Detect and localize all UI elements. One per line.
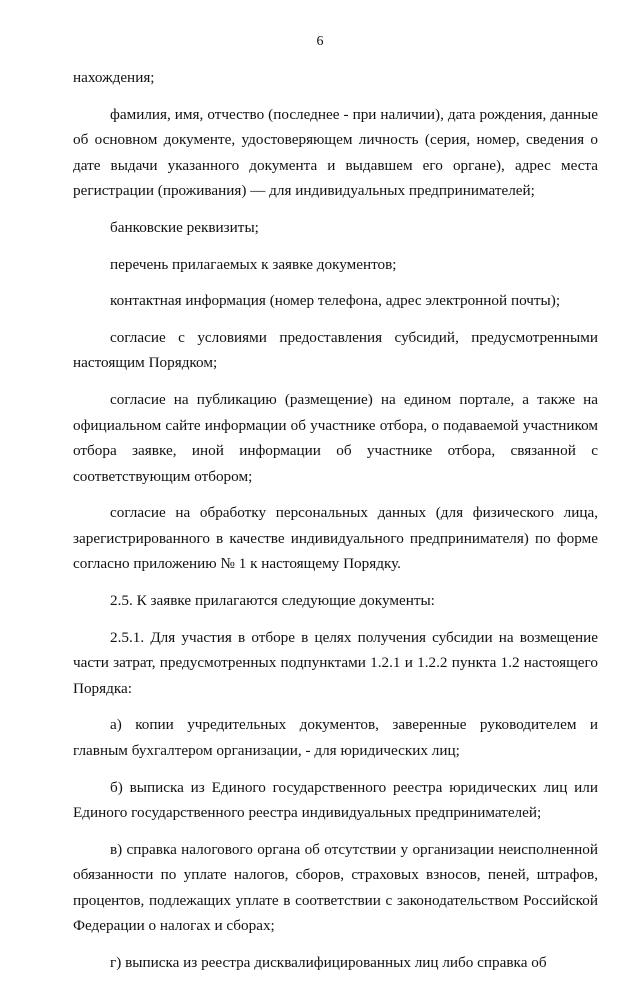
paragraph-personal-data: фамилия, имя, отчество (последнее - при наличии), дата рождения, данные об основном документе, удостоверяющем личность (серия, номер, сведения о дате выдачи указанного документа и выдавшем его органе), адрес места регистрации (проживания) — для индивидуальных предпринимателей; [73, 105, 598, 200]
page-number: 6 [316, 34, 324, 49]
paragraph-bank-details: банковские реквизиты; [110, 218, 259, 236]
document-body [73, 65, 598, 987]
paragraph-consent-conditions: согласие с условиями предоставления субсидий, предусмотренными настоящим Порядком; [73, 328, 598, 372]
list-item-b: б) выписка из Единого государственного реестра юридических лиц или Единого государственного реестра индивидуальных предпринимателей; [73, 778, 598, 822]
paragraph-consent-publication: согласие на публикацию (размещение) на едином портале, а также на официальном сайте информации об участнике отбора, о подаваемой участником отбора заявке, иной информации об участнике отбора, связанной с соответствующим отбором; [73, 391, 598, 485]
list-item-g: г) выписка из реестра дисквалифицированных лиц либо справка об [110, 953, 547, 971]
paragraph-section-2-5: 2.5. К заявке прилагаются следующие документы: [110, 592, 435, 609]
paragraph-section-2-5-1: 2.5.1. Для участия в отборе в целях получения субсидии на возмещение части затрат, предусмотренных подпунктами 1.2.1 и 1.2.2 пункта 1.2 настоящего Порядка: [73, 628, 598, 697]
list-item-a: а) копии учредительных документов, заверенные руководителем и главным бухгалтером организации, - для юридических лиц; [73, 716, 598, 759]
paragraph-continuation: нахождения; [73, 69, 155, 86]
paragraph-contact-info: контактная информация (номер телефона, адрес электронной почты); [110, 292, 561, 310]
list-item-v: в) справка налогового органа об отсутствии у организации неисполненной обязанности по уплате налогов, сборов, страховых взносов, пеней, штрафов, процентов, подлежащих уплате в соответствии с законодательством Российской Федерации о налогах и сборах; [73, 840, 598, 935]
paragraph-consent-personal-data: согласие на обработку персональных данных (для физического лица, зарегистрированного в качестве индивидуального предпринимателя) по форме согласно приложению № 1 к настоящему Порядку. [73, 504, 598, 573]
paragraph-document-list: перечень прилагаемых к заявке документов; [110, 255, 397, 273]
